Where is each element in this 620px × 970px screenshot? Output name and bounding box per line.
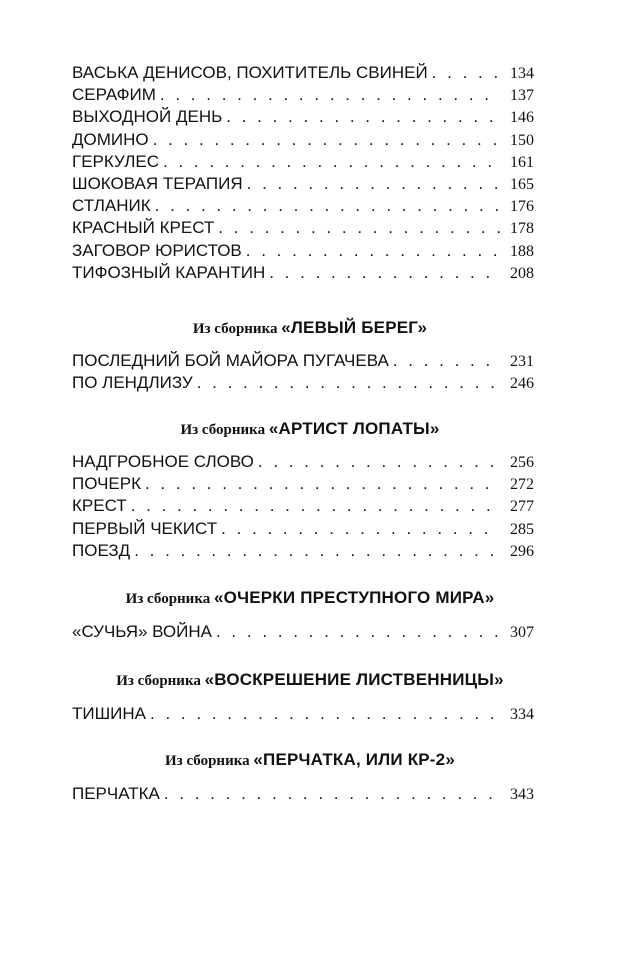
toc-entry [72, 350, 534, 372]
toc-entry [72, 217, 534, 239]
entry-page-number: 146 [510, 109, 534, 127]
dot-leader [131, 495, 500, 517]
dot-leader [134, 540, 500, 562]
toc-entry [72, 240, 534, 262]
collection-name: «ЛЕВЫЙ БЕРЕГ» [281, 318, 428, 337]
entry-title: ТИФОЗНЫЙ КАРАНТИН [72, 262, 266, 282]
entry-page-number: 256 [510, 454, 534, 471]
entry-title: ГЕРКУЛЕС [72, 151, 159, 171]
dot-leader [226, 106, 500, 128]
section-prefix: Из сборника [165, 753, 250, 769]
toc-group [72, 350, 534, 394]
entry-page-number: 208 [510, 264, 534, 282]
entry-title: ПОСЛЕДНИЙ БОЙ МАЙОРА ПУГАЧЕВА [72, 351, 389, 370]
dot-leader [221, 518, 500, 540]
entry-list [72, 350, 534, 394]
dot-leader [269, 262, 500, 284]
entry-page-number: 165 [510, 175, 534, 193]
dot-leader [164, 783, 500, 805]
collection-name: «ОЧЕРКИ ПРЕСТУПНОГО МИРА» [214, 588, 495, 607]
entry-list [72, 621, 534, 643]
entry-title: СТЛАНИК [72, 196, 151, 216]
dot-leader [258, 451, 500, 473]
toc-entry [72, 151, 534, 173]
entry-page-number: 231 [510, 353, 534, 370]
collection-name: «ПЕРЧАТКА, ИЛИ КР-2» [253, 750, 455, 769]
toc-entry [72, 106, 534, 128]
section-heading [0, 419, 620, 440]
entry-page-number: 296 [510, 542, 534, 560]
dot-leader [246, 240, 500, 262]
entry-title: ПЕРЧАТКА [72, 784, 160, 803]
section-heading [0, 670, 620, 691]
dot-leader [393, 350, 500, 372]
toc-entry [72, 262, 534, 284]
entry-title: ДОМИНО [72, 129, 149, 149]
entry-page-number: 137 [510, 87, 534, 105]
entry-title: СЕРАФИМ [72, 85, 156, 105]
entry-page-number: 334 [510, 706, 534, 723]
section-prefix: Из сборника [192, 321, 278, 337]
entry-list [72, 703, 534, 725]
entry-page-number: 134 [510, 65, 534, 82]
toc-entry [72, 473, 534, 495]
toc-entry [72, 372, 534, 394]
entry-title: ТИШИНА [72, 704, 147, 723]
entry-title: ПО ЛЕНДЛИЗУ [72, 373, 193, 393]
entry-title: КРЕСТ [72, 496, 127, 516]
entry-page-number: 285 [510, 520, 534, 538]
section-heading [0, 750, 620, 771]
dot-leader [216, 621, 500, 643]
entry-title: ВАСЬКА ДЕНИСОВ, ПОХИТИТЕЛЬ СВИНЕЙ [72, 63, 428, 82]
entry-page-number: 343 [510, 786, 534, 803]
dot-leader [247, 173, 500, 195]
entry-page-number: 272 [510, 476, 534, 494]
toc-entry [72, 540, 534, 562]
entry-page-number: 277 [510, 498, 534, 516]
entry-page-number: 176 [510, 198, 534, 216]
toc-entry [72, 129, 534, 151]
toc-entry [72, 783, 534, 805]
toc-entry [72, 173, 534, 195]
section-prefix: Из сборника [125, 591, 211, 607]
dot-leader [197, 372, 500, 394]
entry-page-number: 161 [510, 153, 534, 171]
entry-page-number: 307 [510, 624, 534, 641]
entry-title: ПОЕЗД [72, 540, 131, 560]
toc-entry [72, 195, 534, 217]
entry-title: ШОКОВАЯ ТЕРАПИЯ [72, 173, 243, 193]
entry-list [72, 62, 534, 284]
dot-leader [150, 703, 500, 725]
entry-list [72, 783, 534, 805]
toc-entry [72, 451, 534, 473]
entry-page-number: 178 [510, 220, 534, 238]
entry-title: НАДГРОБНОЕ СЛОВО [72, 452, 254, 471]
dot-leader [153, 129, 500, 151]
entry-page-number: 150 [510, 131, 534, 149]
collection-name: «ВОСКРЕШЕНИЕ ЛИСТВЕННИЦЫ» [204, 670, 504, 689]
section-heading [0, 318, 620, 339]
dot-leader [432, 62, 500, 84]
toc-entry [72, 621, 534, 643]
entry-title: ПЕРВЫЙ ЧЕКИСТ [72, 518, 218, 538]
entry-title: ВЫХОДНОЙ ДЕНЬ [72, 107, 223, 127]
dot-leader [163, 151, 500, 173]
toc-group [72, 621, 534, 643]
entry-page-number: 188 [510, 242, 534, 260]
dot-leader [155, 195, 500, 217]
toc-group [72, 451, 534, 562]
dot-leader [145, 473, 500, 495]
dot-leader [218, 217, 500, 239]
toc-group-main [72, 62, 534, 284]
toc-entry [72, 703, 534, 725]
toc-group [72, 783, 534, 805]
toc-entry [72, 84, 534, 106]
entry-page-number: 246 [510, 375, 534, 393]
section-prefix: Из сборника [116, 673, 201, 689]
section-prefix: Из сборника [180, 422, 266, 438]
dot-leader [160, 84, 500, 106]
entry-title: «СУЧЬЯ» ВОЙНА [72, 622, 212, 641]
entry-title: ПОЧЕРК [72, 474, 141, 494]
entry-title: ЗАГОВОР ЮРИСТОВ [72, 240, 242, 260]
toc-group [72, 703, 534, 725]
entry-list [72, 451, 534, 562]
collection-name: «АРТИСТ ЛОПАТЫ» [268, 419, 440, 438]
entry-title: КРАСНЫЙ КРЕСТ [72, 218, 215, 238]
toc-entry [72, 518, 534, 540]
section-heading [0, 588, 620, 609]
toc-entry [72, 495, 534, 517]
toc-entry [72, 62, 534, 84]
